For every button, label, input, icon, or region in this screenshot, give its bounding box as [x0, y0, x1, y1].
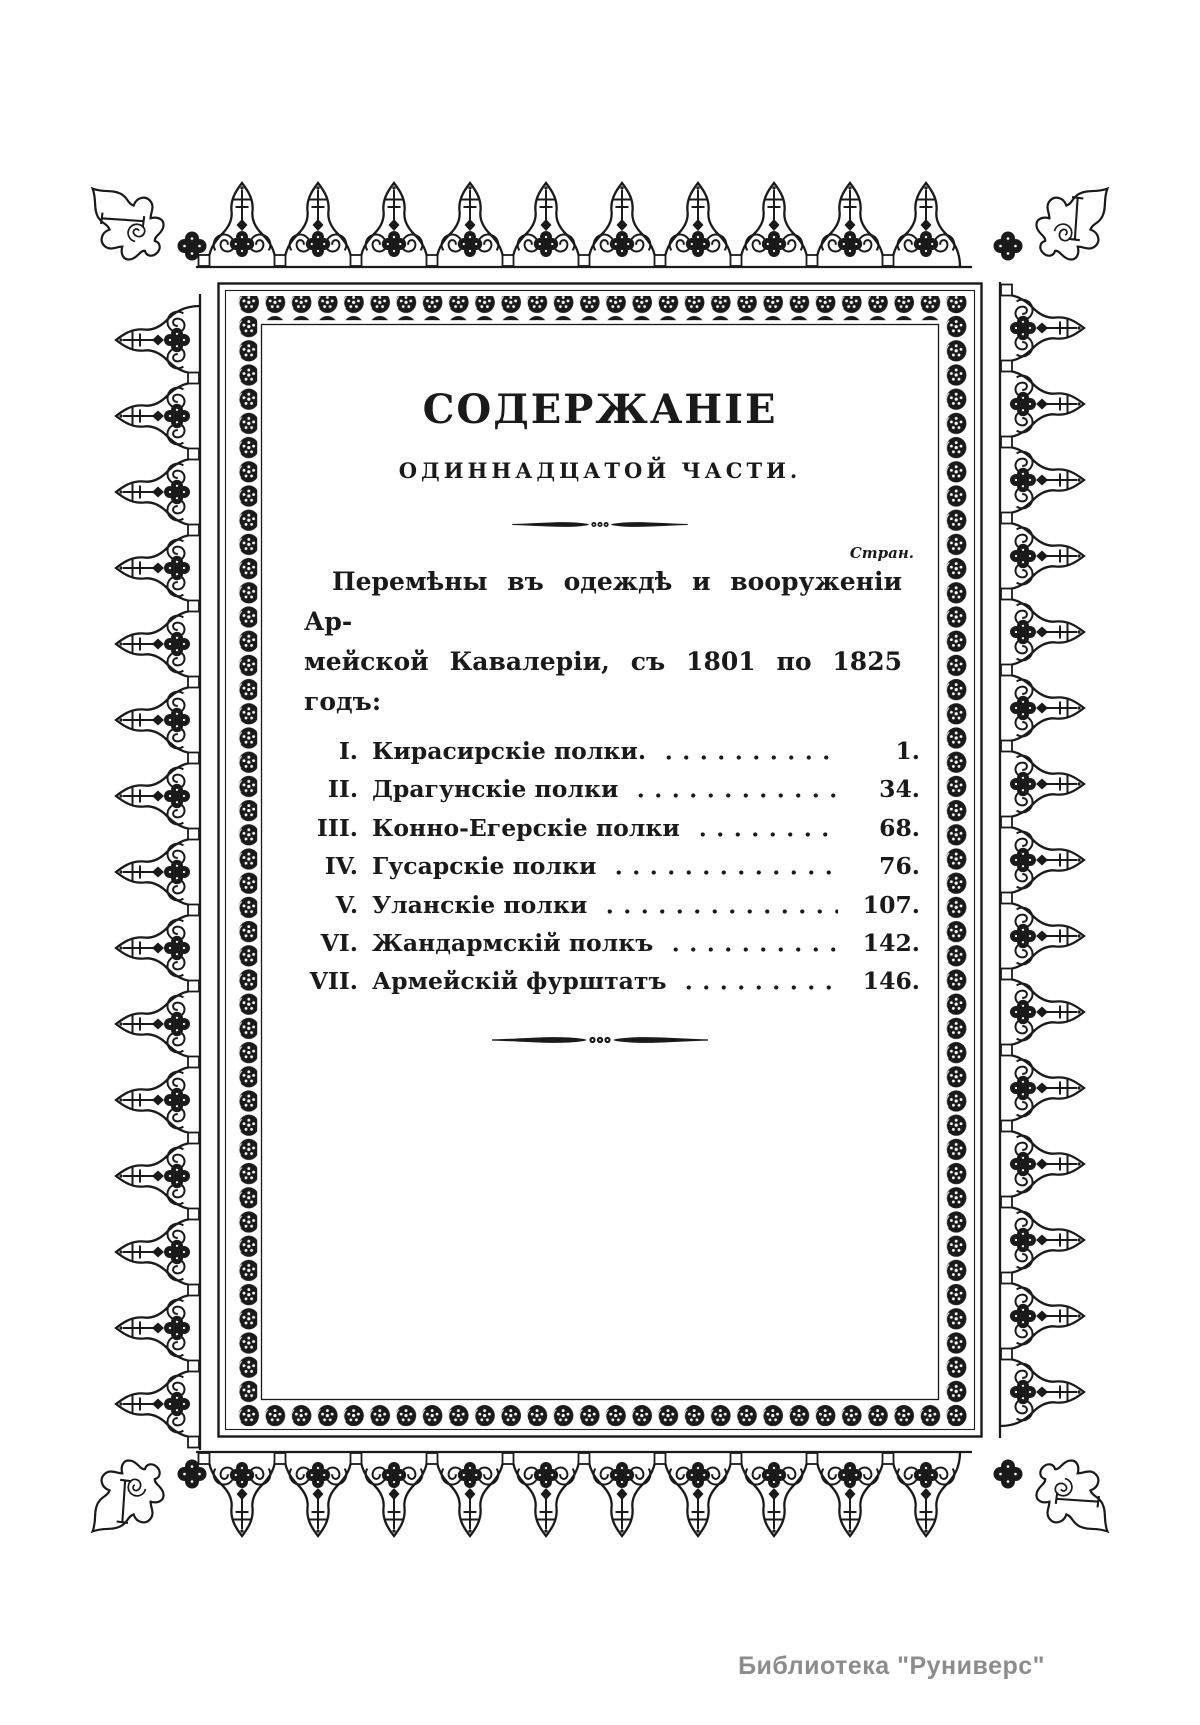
lace-border-bottom [196, 1452, 972, 1536]
corner-leaf-ornament [70, 1444, 180, 1554]
section-heading-line2: мейской Кавалеріи, съ 1801 по 1825 годъ: [304, 647, 902, 716]
dot-leader [597, 886, 838, 924]
page-title: СОДЕРЖАНІЕ [422, 386, 778, 433]
toc-row [260, 886, 940, 924]
library-watermark: Библиотека "Руниверс" [738, 1652, 1045, 1680]
toc-page-number: 146. [862, 967, 920, 996]
toc-label: Конно-Егерскіе полки [372, 813, 680, 842]
toc-numeral: III. [316, 813, 358, 842]
lace-border-right [1000, 282, 1084, 1438]
toc-page-number: 107. [862, 890, 920, 919]
toc-row [260, 770, 940, 808]
dot-leader [606, 847, 838, 885]
corner-quatrefoil-icon [994, 232, 1023, 261]
toc-page-number: 34. [879, 775, 920, 804]
toc-label: Драгунскіе полки [372, 775, 619, 804]
toc-page-number: 142. [862, 929, 920, 958]
lace-border-left [116, 294, 200, 1450]
table-of-contents [260, 330, 940, 1049]
corner-leaf-ornament [1020, 1444, 1130, 1554]
toc-numeral: I. [338, 737, 358, 765]
page-subtitle: ОДИННАДЦАТОЙ ЧАСТИ. [398, 458, 802, 483]
dot-leader [656, 732, 838, 770]
section-heading [260, 562, 940, 722]
tapered-rule-icon [509, 517, 691, 532]
dot-leader [663, 924, 838, 962]
toc-label: Гусарскіе полки [372, 852, 597, 881]
lace-border-top [196, 183, 972, 267]
toc-row [260, 732, 940, 770]
toc-label: Уланскіе полки [372, 890, 588, 919]
toc-label: Жандармскій полкъ [372, 929, 654, 958]
toc-numeral: VII. [309, 967, 358, 996]
toc-label: Армейскій фурштатъ [372, 967, 667, 996]
toc-label: Кирасирскіе полки. [372, 737, 647, 765]
toc-numeral: VI. [320, 929, 358, 958]
dot-leader [690, 809, 838, 847]
toc-row [260, 847, 940, 885]
section-heading-line1: Перемѣны въ одеждѣ и вооруженіи Ар- [304, 567, 902, 636]
toc-list [260, 732, 940, 1001]
toc-row [260, 809, 940, 847]
dot-leader [628, 770, 838, 808]
toc-page-number: 68. [879, 813, 920, 842]
toc-row [260, 962, 940, 1000]
toc-page-number: 1. [895, 737, 920, 765]
tapered-rule-icon [486, 1031, 714, 1049]
page-column-label: Стран. [849, 544, 914, 562]
corner-quatrefoil-icon [994, 1460, 1023, 1489]
toc-page-number: 76. [879, 852, 920, 881]
corner-leaf-ornament [1020, 166, 1130, 276]
toc-numeral: IV. [324, 852, 358, 881]
toc-row [260, 924, 940, 962]
toc-numeral: V. [335, 890, 358, 919]
corner-leaf-ornament [70, 166, 180, 276]
toc-numeral: II. [327, 775, 358, 804]
dot-leader [676, 962, 838, 1000]
